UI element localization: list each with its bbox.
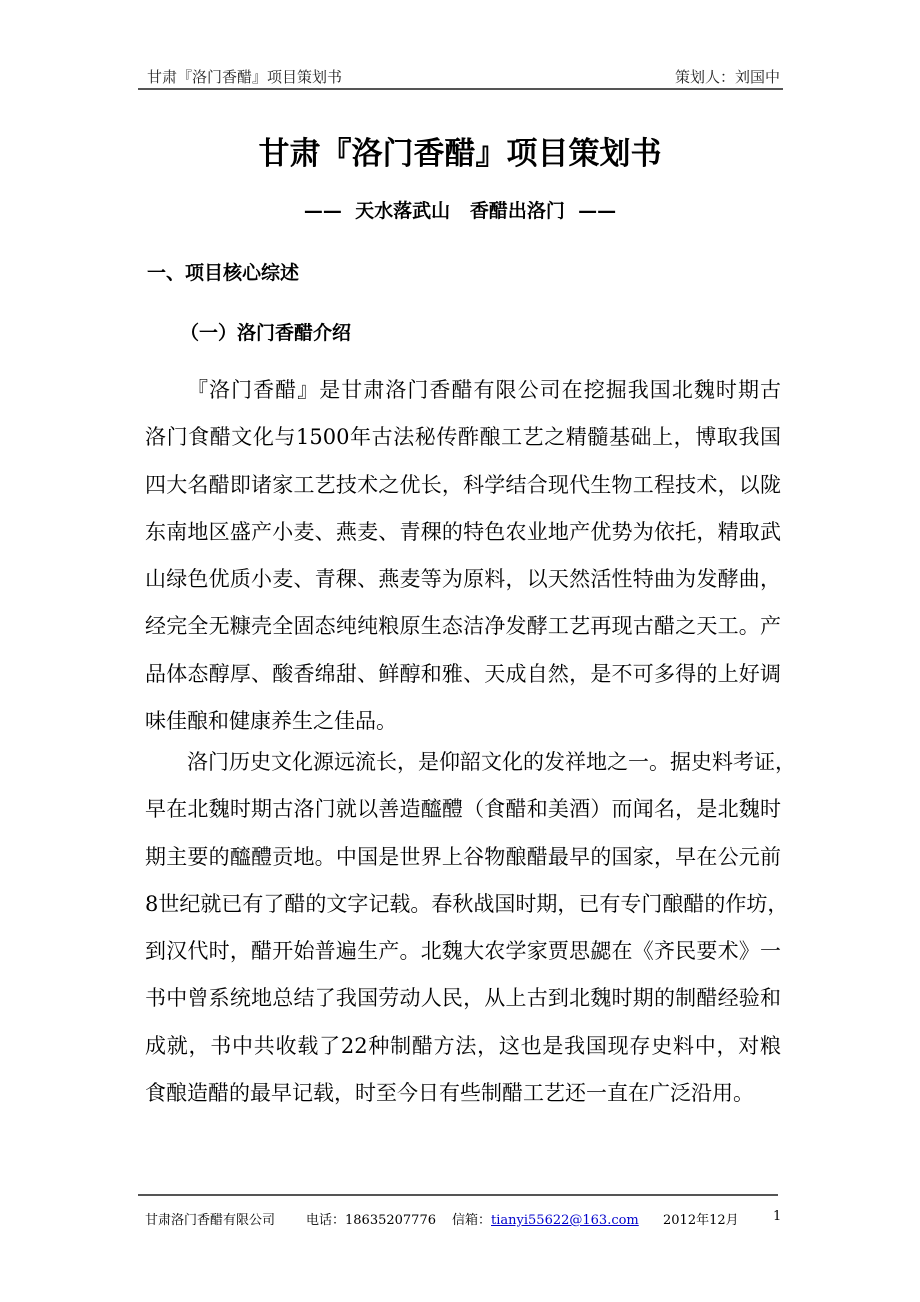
- footer-divider: [138, 1194, 778, 1196]
- text-line: 四大名醋即诸家工艺技术之优长，科学结合现代生物工程技术，以陇: [145, 472, 781, 497]
- text-line: 8世纪就已有了醋的文字记载。春秋战国时期，已有专门酿醋的作坊，: [145, 891, 789, 916]
- document-title: 甘肃『洛门香醋』项目策划书: [258, 136, 662, 172]
- text-line: 成就，书中共收载了22种制醋方法，这也是我国现存史料中，对粮: [145, 1033, 781, 1058]
- header-title: 甘肃『洛门香醋』项目策划书: [147, 68, 343, 86]
- subsection-heading: （一）洛门香醋介绍: [180, 322, 352, 344]
- text-line: 味佳酿和健康养生之佳品。: [145, 709, 397, 734]
- header-divider: [138, 88, 783, 90]
- text-line: 到汉代时，醋开始普遍生产。北魏大农学家贾思勰在《齐民要术》一: [145, 939, 781, 964]
- footer-email-block: [452, 1209, 639, 1228]
- text-line: 食酿造醋的最早记载，时至今日有些制醋工艺还一直在广泛沿用。: [145, 1081, 754, 1106]
- text-line: 『洛门香醋』是甘肃洛门香醋有限公司在挖掘我国北魏时期古: [187, 378, 781, 402]
- footer-date: 2012年12月: [663, 1213, 739, 1228]
- footer-company: 甘肃洛门香醋有限公司: [145, 1213, 276, 1228]
- text-line: 经完全无糠壳全固态纯纯粮原生态洁净发酵工艺再现古醋之天工。产: [145, 614, 781, 639]
- page-number: 1: [773, 1209, 782, 1224]
- section-heading: 一、项目核心综述: [147, 262, 300, 284]
- paragraph-intro: [145, 367, 781, 745]
- text-line: 书中曾系统地总结了我国劳动人民，从上古到北魏时期的制醋经验和: [145, 986, 781, 1011]
- footer-email-label: 信箱：: [452, 1213, 492, 1228]
- text-line: 期主要的醯醴贡地。中国是世界上谷物酿醋最早的国家，早在公元前: [145, 844, 781, 869]
- paragraph-history: [145, 739, 796, 1117]
- text-line: 洛门历史文化源远流长，是仰韶文化的发祥地之一。据史料考证，: [187, 750, 796, 774]
- text-line: 山绿色优质小麦、青稞、燕麦等为原料，以天然活性特曲为发酵曲，: [145, 567, 781, 592]
- footer-phone: 电话：18635207776: [306, 1213, 436, 1228]
- text-line: 品体态醇厚、酸香绵甜、鲜醇和雅、天成自然，是不可多得的上好调: [145, 661, 781, 686]
- text-line: 洛门食醋文化与1500年古法秘传酢酿工艺之精髓基础上，博取我国: [145, 425, 781, 450]
- text-line: 东南地区盛产小麦、燕麦、青稞的特色农业地产优势为依托，精取武: [145, 519, 781, 544]
- text-line: 早在北魏时期古洛门就以善造醯醴（食醋和美酒）而闻名，是北魏时: [145, 797, 781, 822]
- header-author: 策划人：刘国中: [674, 68, 780, 86]
- document-subtitle: —— 天水落武山 香醋出洛门 ——: [303, 200, 617, 222]
- footer-email-link[interactable]: tianyi55622@163.com: [491, 1213, 639, 1228]
